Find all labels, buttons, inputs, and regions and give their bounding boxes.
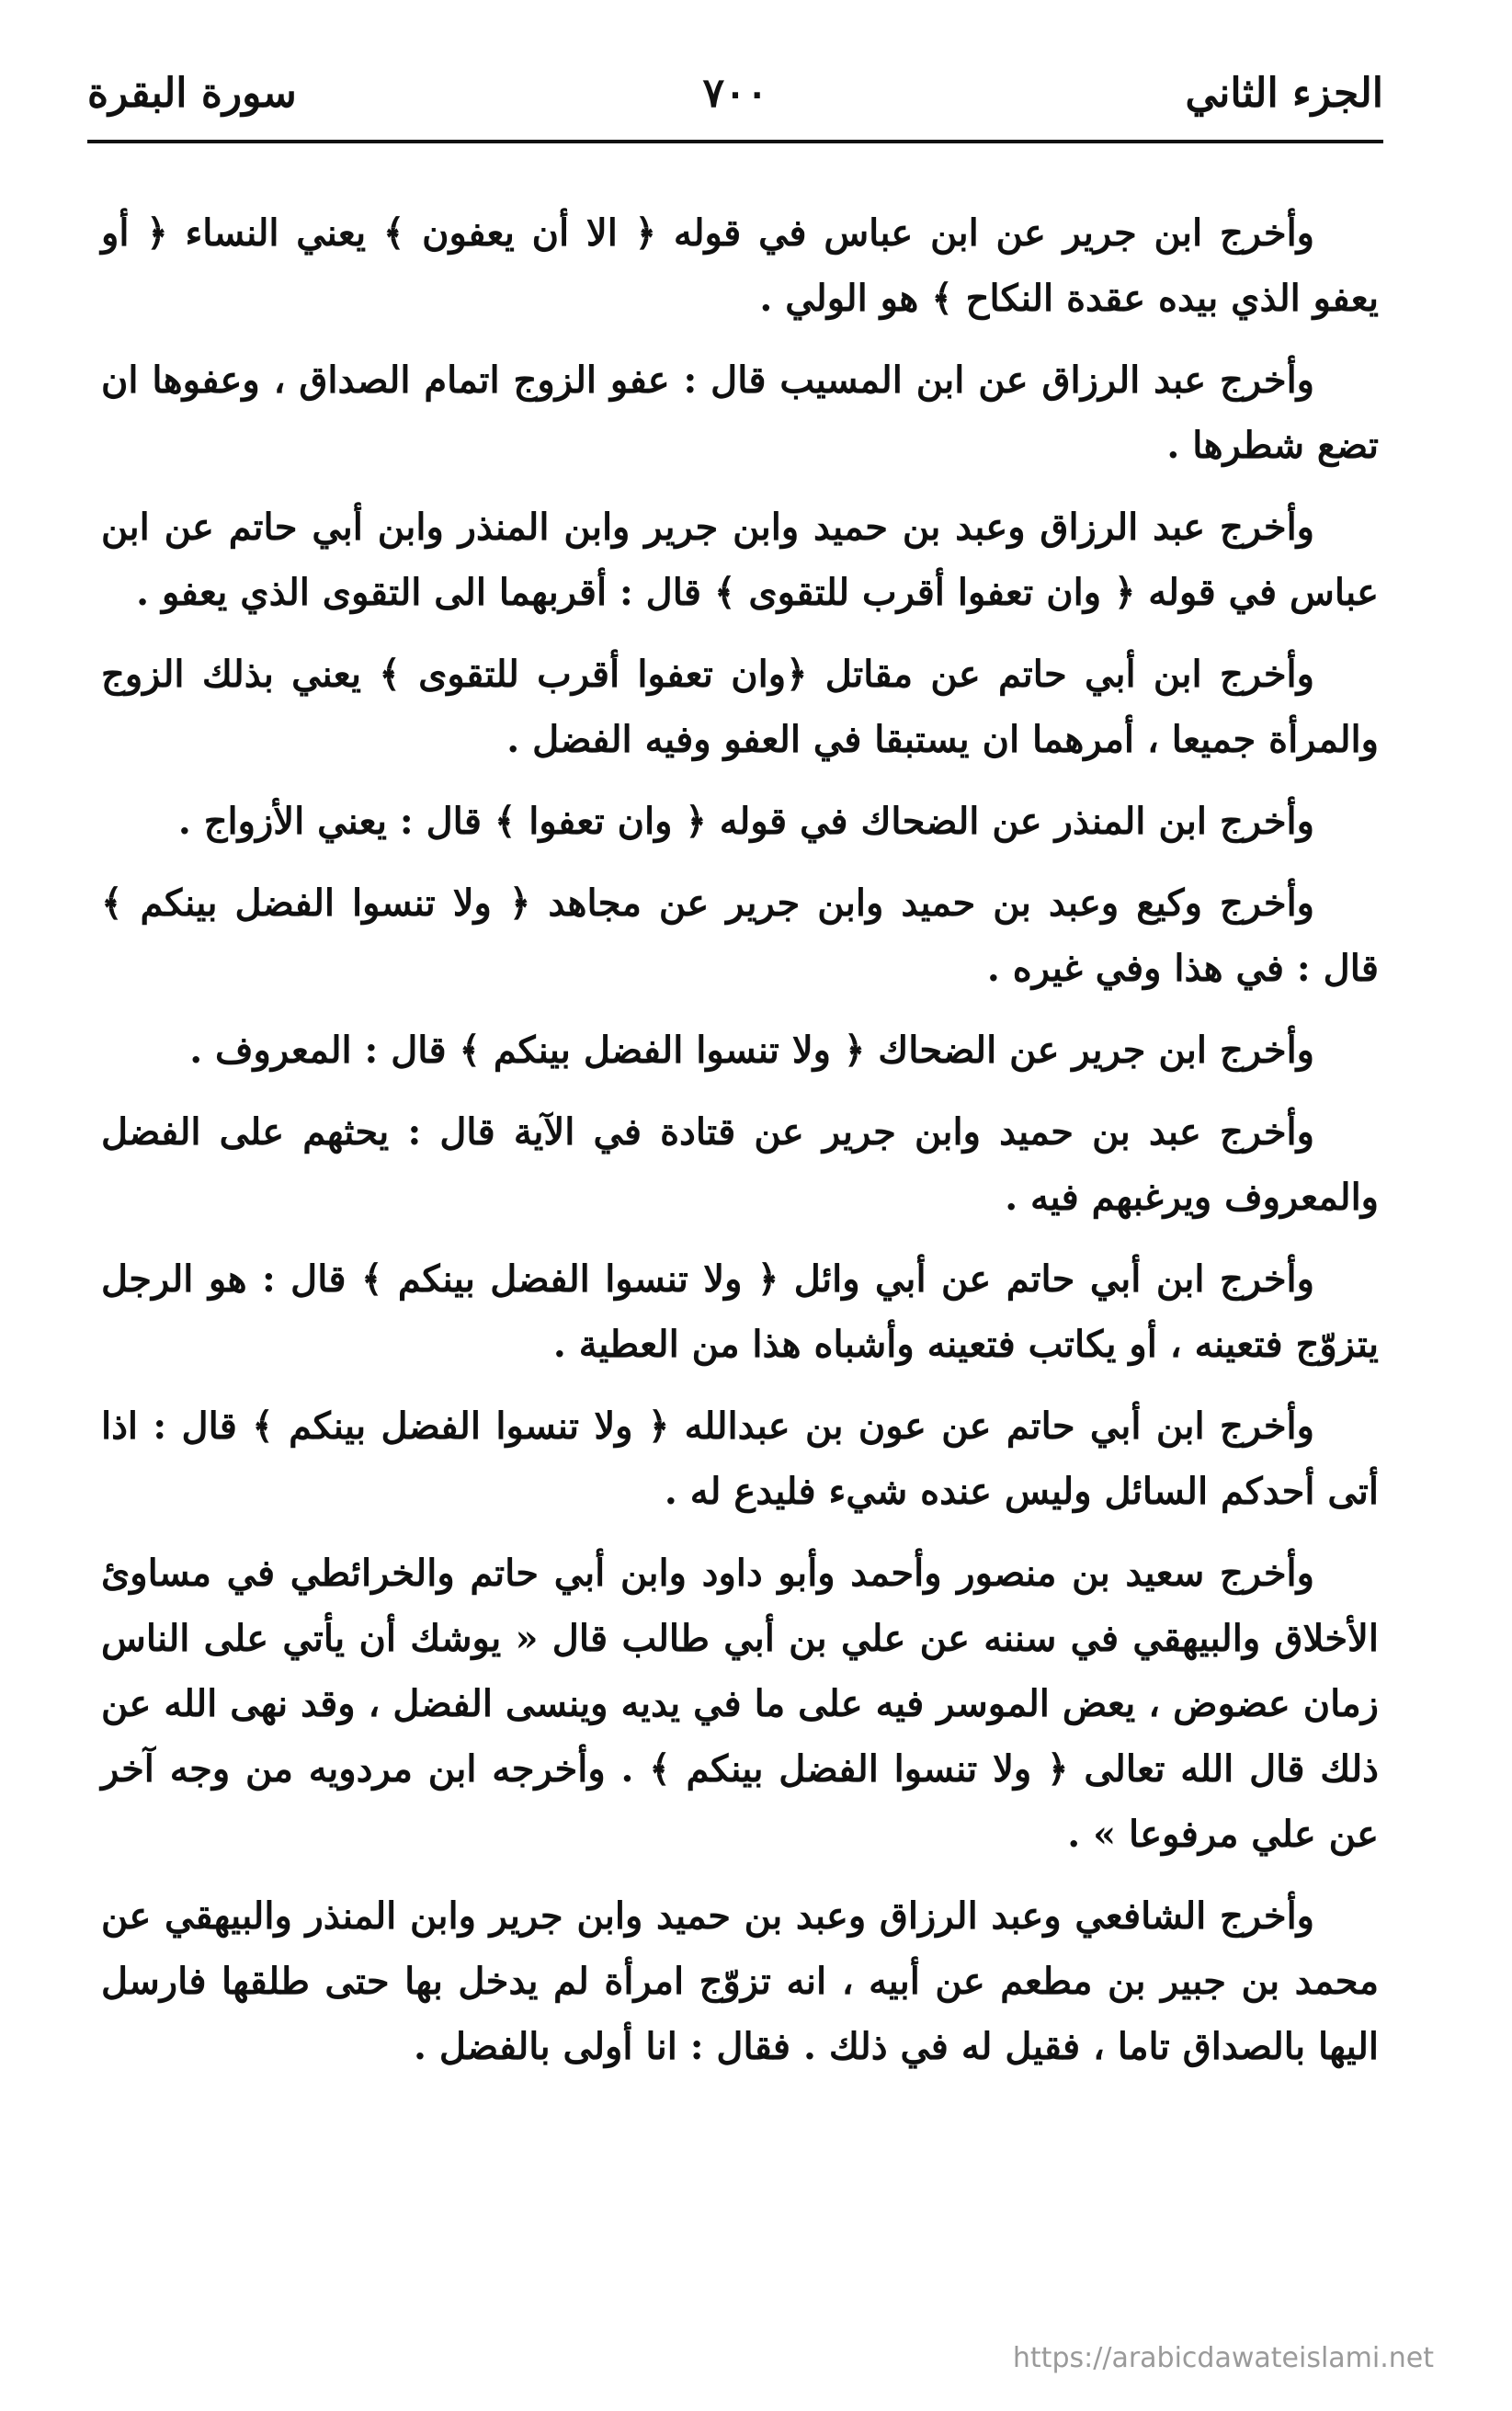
- header-divider: [87, 140, 1383, 143]
- paragraph: وأخرج ابن جرير عن الضحاك ﴿ ولا تنسوا الفضل بينكم ﴾ قال : المعروف .: [189, 1029, 1314, 1072]
- paragraph: وأخرج الشافعي وعبد الرزاق وعبد بن حميد وابن جرير وابن المنذر والبيهقي عن محمد بن جبير بن مطعم عن أبيه ، انه تزوّج امرأة لم يدخل بها حتى طلقها فارسل اليها بالصداق تاما ، فقيل له في ذلك . فقال : انا أولى بالفضل .: [101, 1894, 1379, 2068]
- paragraph: وأخرج ابن أبي حاتم عن مقاتل ﴿وان تعفوا أقرب للتقوى ﴾ يعني بذلك الزوج والمرأة جميعا ، أمرهما ان يستبقا في العفو وفيه الفضل .: [101, 653, 1379, 761]
- watermark-url: https://arabicdawateislami.net: [1012, 2342, 1434, 2374]
- paragraph: وأخرج عبد بن حميد وابن جرير عن قتادة في الآية قال : يحثهم على الفضل والمعروف ويرغبهم فيه .: [101, 1110, 1379, 1219]
- paragraph: وأخرج وكيع وعبد بن حميد وابن جرير عن مجاهد ﴿ ولا تنسوا الفضل بينكم ﴾ قال : في هذا وفي غيره .: [101, 881, 1379, 990]
- part-title: الجزء الثاني: [1185, 70, 1383, 117]
- page-header: [87, 57, 1383, 131]
- surah-title: سورة البقرة: [87, 70, 297, 117]
- page-body: [101, 200, 1379, 2096]
- paragraph: وأخرج ابن أبي حاتم عن أبي وائل ﴿ ولا تنسوا الفضل بينكم ﴾ قال : هو الرجل يتزوّج فتعينه ، أو يكاتب فتعينه وأشباه هذا من العطية .: [101, 1257, 1379, 1366]
- paragraph: وأخرج ابن جرير عن ابن عباس في قوله ﴿ الا أن يعفون ﴾ يعني النساء ﴿ أو يعفو الذي بيده عقدة النكاح ﴾ هو الولي .: [101, 211, 1379, 320]
- paragraph: وأخرج عبد الرزاق عن ابن المسيب قال : عفو الزوج اتمام الصداق ، وعفوها ان تضع شطرها .: [101, 358, 1379, 467]
- page-number: ٧٠٠: [702, 70, 768, 117]
- paragraph: وأخرج عبد الرزاق وعبد بن حميد وابن جرير وابن المنذر وابن أبي حاتم عن ابن عباس في قوله ﴿ وان تعفوا أقرب للتقوى ﴾ قال : أقربهما الى التقوى الذي يعفو .: [101, 506, 1379, 614]
- paragraph: وأخرج ابن المنذر عن الضحاك في قوله ﴿ وان تعفوا ﴾ قال : يعني الأزواج .: [177, 800, 1314, 843]
- paragraph: وأخرج سعيد بن منصور وأحمد وأبو داود وابن أبي حاتم والخرائطي في مساوئ الأخلاق والبيهقي في سننه عن علي بن أبي طالب قال « يوشك أن يأتي على الناس زمان عضوض ، يعض الموسر فيه على ما في يديه وينسى الفضل ، وقد نهى الله عن ذلك قال الله تعالى ﴿ ولا تنسوا الفضل بينكم ﴾ . وأخرجه ابن مردويه من وجه آخر عن علي مرفوعا » .: [101, 1552, 1379, 1856]
- paragraph: وأخرج ابن أبي حاتم عن عون بن عبدالله ﴿ ولا تنسوا الفضل بينكم ﴾ قال : اذا أتى أحدكم السائل وليس عنده شيء فليدع له .: [101, 1405, 1379, 1513]
